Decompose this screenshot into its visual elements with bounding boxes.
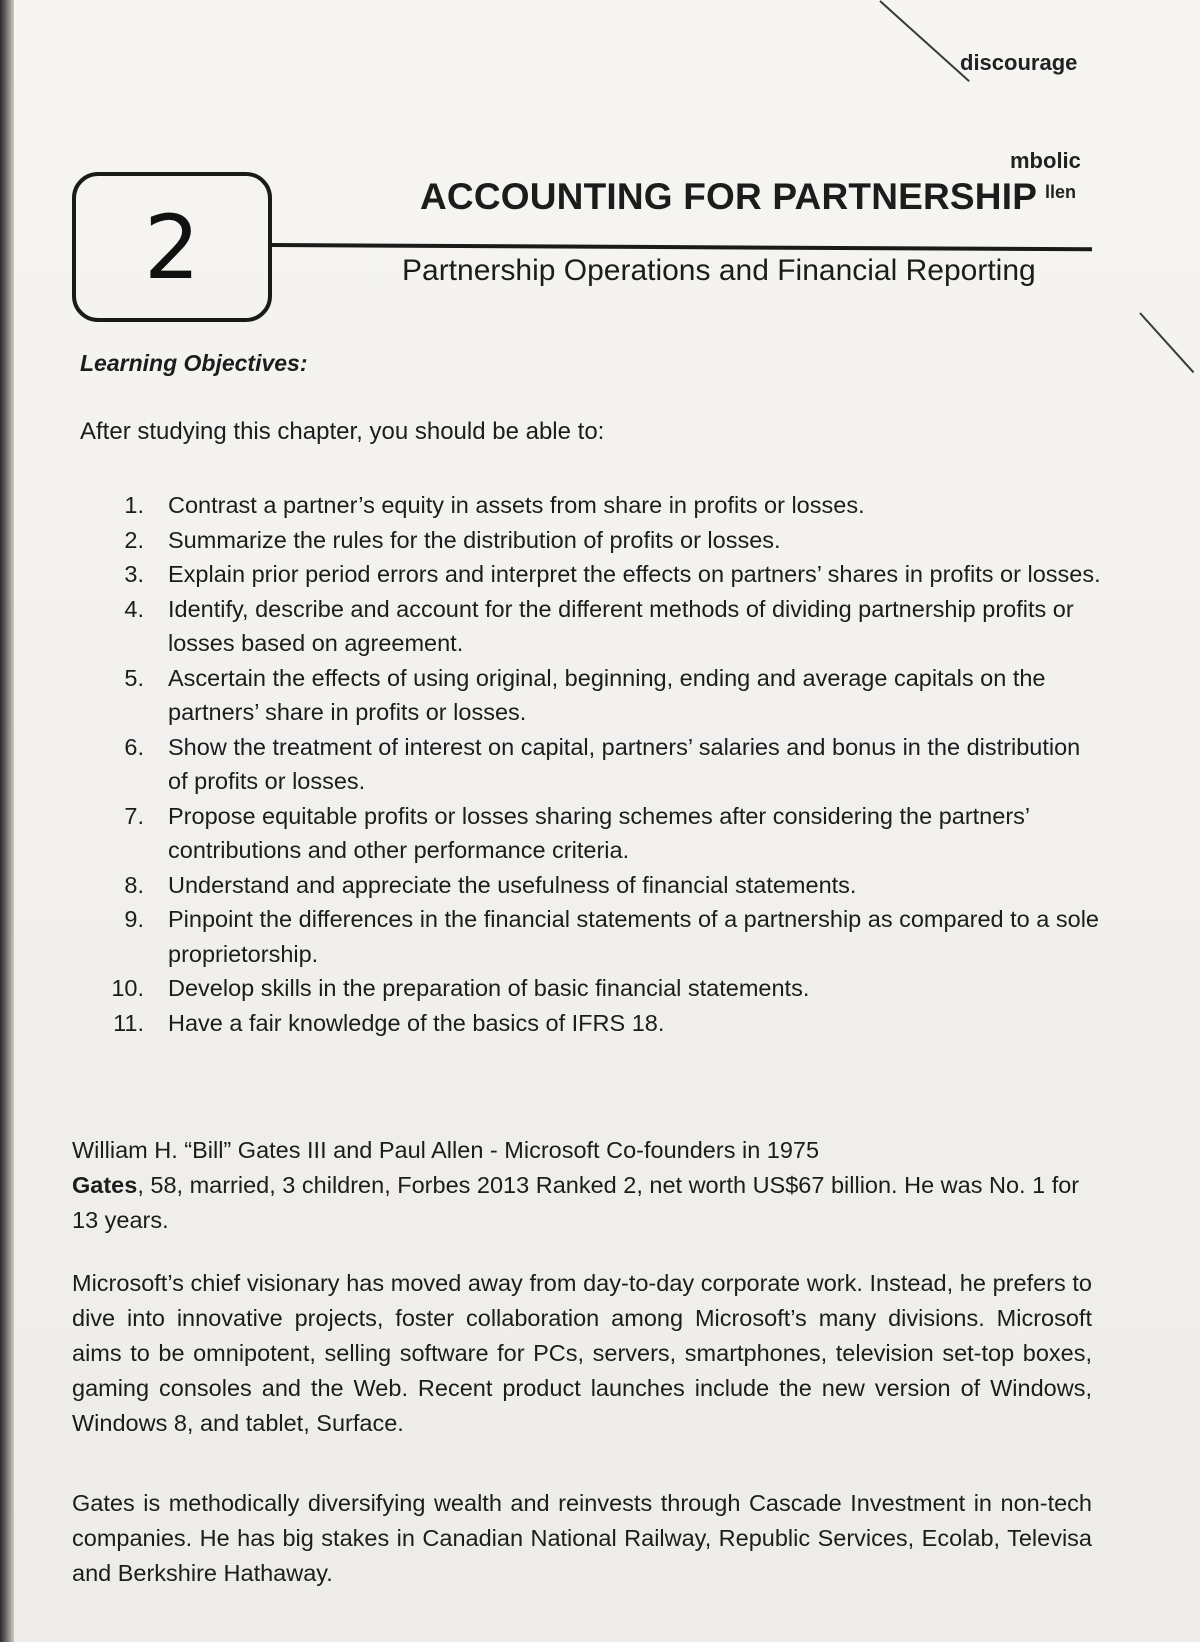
objective-text: Have a fair knowledge of the basics of IFRS 18.	[168, 1009, 665, 1036]
objective-text: Summarize the rules for the distribution of profits or losses.	[168, 526, 781, 553]
objective-item	[104, 730, 1104, 799]
objective-number: 2.	[124, 526, 144, 553]
objective-number: 5.	[124, 664, 144, 691]
chapter-subtitle: Partnership Operations and Financial Reporting	[402, 254, 1036, 287]
objective-item	[104, 523, 1104, 558]
objective-text: Ascertain the effects of using original, beginning, ending and average capitals on the partners’ share in profits or losses.	[168, 664, 1046, 725]
corner-fragment-mbolic: mbolic	[1010, 148, 1081, 173]
objective-number: 1.	[124, 492, 144, 518]
objective-text: Propose equitable profits or losses sharing schemes after considering the partners’ contributions and other performance criteria.	[168, 802, 1030, 863]
profile-line: William H. “Bill” Gates III and Paul Allen - Microsoft Co-founders in 1975	[72, 1137, 820, 1163]
objective-number: 6.	[124, 733, 144, 760]
objective-item	[104, 1006, 1104, 1041]
objective-text: Develop skills in the preparation of basic financial statements.	[168, 975, 810, 1001]
profile-details: , 58, married, 3 children, Forbes 2013 Ranked 2, net worth US$67 billion. He was No. 1 for 13 years.	[72, 1172, 1080, 1233]
objective-item	[104, 557, 1104, 592]
objective-number: 11.	[113, 1009, 144, 1036]
objective-item	[104, 592, 1104, 661]
objective-number: 9.	[124, 906, 144, 932]
objective-item	[104, 868, 1104, 903]
objective-item	[104, 488, 1104, 523]
objective-text: Contrast a partner’s equity in assets from share in profits or losses.	[168, 492, 865, 518]
objective-text: Understand and appreciate the usefulness of financial statements.	[168, 871, 857, 898]
objective-item	[104, 799, 1104, 868]
objective-number: 4.	[124, 595, 144, 622]
chapter-title: ACCOUNTING FOR PARTNERSHIP	[420, 176, 1038, 217]
objective-number: 10.	[111, 975, 144, 1001]
objective-text: Show the treatment of interest on capital, partners’ salaries and bonus in the distribution of profits or losses.	[168, 733, 1081, 794]
corner-fragment-llen: llen	[1045, 182, 1077, 202]
objective-number: 3.	[124, 561, 144, 587]
learning-objectives-heading: Learning Objectives:	[80, 350, 308, 376]
objective-item	[104, 661, 1104, 730]
paragraph-visionary: Microsoft’s chief visionary has moved away from day-to-day corporate work. Instead, he prefers to dive into innovative projects, foster collaboration among Microsoft’s many divisions. Microsoft aims to be omnipotent, selling software for PCs, servers, smartphones, television set-top boxes, gaming consoles and the Web. Recent product launches include the new version of Windows, Windows 8, and tablet, Surface.	[72, 1270, 1092, 1436]
page-binding-edge	[0, 0, 14, 1642]
learning-objectives-intro: After studying this chapter, you should be able to:	[80, 418, 605, 445]
objective-text: Pinpoint the differences in the financial statements of a partnership as compared to a sole proprietorship.	[168, 906, 1099, 967]
chapter-number-box	[72, 172, 272, 322]
objective-text: Explain prior period errors and interpret the effects on partners’ shares in profits or losses.	[168, 561, 1101, 587]
profile-block	[72, 1133, 1092, 1238]
stray-mark-right	[1139, 312, 1194, 373]
corner-fragment-discourage: discourage	[960, 50, 1078, 75]
objective-item	[104, 902, 1104, 971]
paragraph-investments: Gates is methodically diversifying wealth and reinvests through Cascade Investment in non-tech companies. He has big stakes in Canadian National Railway, Republic Services, Ecolab, Televisa and Berkshire Hathaway.	[72, 1490, 1092, 1586]
objective-number: 7.	[124, 802, 144, 829]
objective-text: Identify, describe and account for the different methods of dividing partnership profits or losses based on agreement.	[168, 595, 1074, 656]
chapter-number: 2	[144, 195, 200, 299]
objectives-list	[104, 488, 1104, 1040]
header-rule	[272, 243, 1092, 251]
stray-mark-top	[879, 0, 970, 82]
profile-name: Gates	[72, 1172, 138, 1198]
objective-item	[104, 971, 1104, 1006]
objective-number: 8.	[124, 871, 144, 898]
